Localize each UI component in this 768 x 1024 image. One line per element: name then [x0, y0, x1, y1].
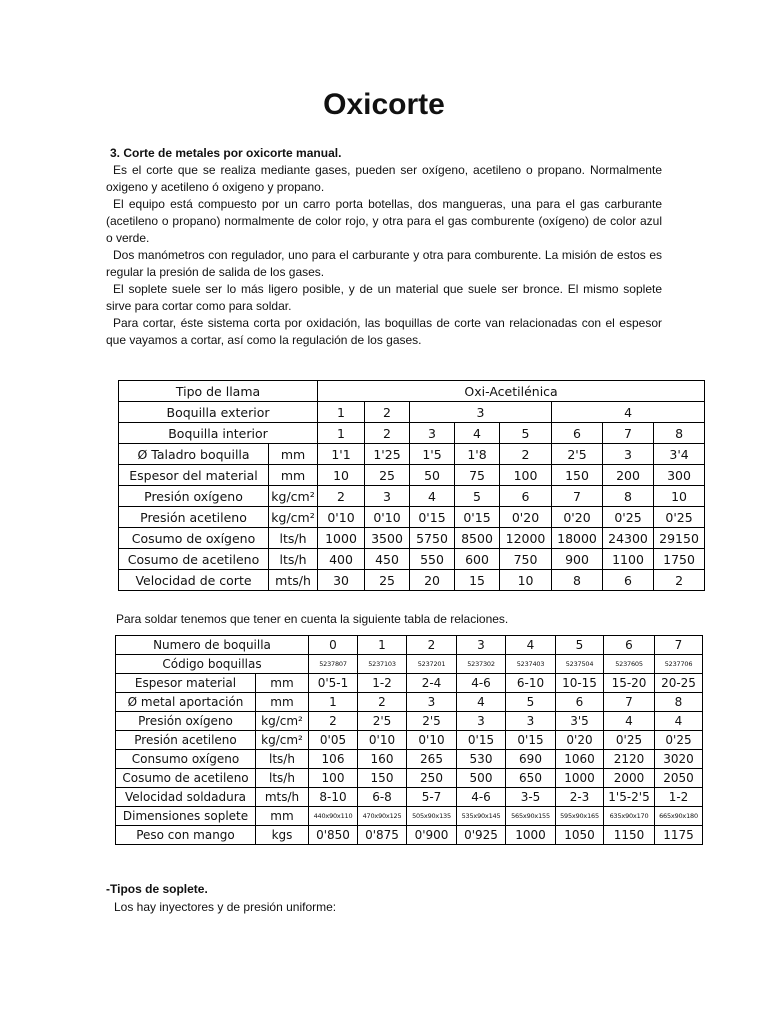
table-unit-cell: mm: [269, 465, 318, 486]
table-cell: 3020: [655, 750, 703, 769]
table-cell: 1150: [604, 826, 655, 845]
table-unit-cell: lts/h: [269, 549, 318, 570]
table-cell: 1100: [603, 549, 654, 570]
table-row-label: Dimensiones soplete: [116, 807, 256, 826]
table-cell: 0'15: [410, 507, 455, 528]
table-row: [119, 570, 705, 591]
table-cell: 2'5: [358, 712, 407, 731]
table-cell: 2: [365, 423, 410, 444]
table-cell: 100: [309, 769, 358, 788]
table-cell: 2: [309, 712, 358, 731]
table-row-label: Ø Taladro boquilla: [119, 444, 269, 465]
table-cell: 550: [410, 549, 455, 570]
table-cell: 20: [410, 570, 455, 591]
table-row-label: Código boquillas: [116, 655, 309, 674]
table-cell: 0'10: [318, 507, 365, 528]
table-cell: 0'10: [365, 507, 410, 528]
table-cell: 200: [603, 465, 654, 486]
table-row-label: Presión oxígeno: [119, 486, 269, 507]
table-cell: 1060: [556, 750, 604, 769]
table-cell: 6: [500, 486, 552, 507]
table-row-label: Cosumo de oxígeno: [119, 528, 269, 549]
table-row-label: Ø metal aportación: [116, 693, 256, 712]
table-cell: 0'25: [654, 507, 705, 528]
table-cell: 8: [654, 423, 705, 444]
table-cell: 4: [604, 712, 655, 731]
table-cell: 530: [457, 750, 506, 769]
table-cell: 6-10: [506, 674, 556, 693]
table-cell: 4-6: [457, 674, 506, 693]
table-unit-cell: kgs: [256, 826, 309, 845]
table-row: [116, 788, 703, 807]
table-cell: 0'875: [358, 826, 407, 845]
table-cell: 2: [365, 402, 410, 423]
table-cell: 0: [309, 636, 358, 655]
table-cell: 900: [552, 549, 603, 570]
table-cell: 5237103: [358, 655, 407, 674]
paragraph: El equipo está compuesto por un carro porta botellas, dos mangueras, una para el gas carburante (acetileno o propano) normalmente de color rojo, y otra para el gas comburente (oxígeno) de color azul o verde.: [106, 197, 662, 245]
table-cell: 2: [500, 444, 552, 465]
table-cell: 470x90x125: [358, 807, 407, 826]
table-cell: 15-20: [604, 674, 655, 693]
table-cell: 4: [552, 402, 705, 423]
table-row: [116, 807, 703, 826]
table-unit-cell: lts/h: [256, 750, 309, 769]
table-unit-cell: kg/cm²: [256, 712, 309, 731]
table-cell: 4: [506, 636, 556, 655]
table-cell: 2'5: [552, 444, 603, 465]
table-row-label: Velocidad de corte: [119, 570, 269, 591]
table-cell: 8: [655, 693, 703, 712]
table-unit-cell: kg/cm²: [269, 486, 318, 507]
table-cell: 0'25: [655, 731, 703, 750]
table-cell: 0'05: [309, 731, 358, 750]
table-cell: 0'925: [457, 826, 506, 845]
table-unit-cell: mts/h: [256, 788, 309, 807]
table-cell: 3: [410, 423, 455, 444]
paragraph: Es el corte que se realiza mediante gases, pueden ser oxígeno, acetileno o propano. Normalmente oxigeno y acetileno ó oxigeno y propano.: [106, 163, 662, 194]
table-cell: 5: [500, 423, 552, 444]
table-cell: 24300: [603, 528, 654, 549]
table-cell: 2120: [604, 750, 655, 769]
table-row-label: Peso con mango: [116, 826, 256, 845]
table-row-label: Cosumo de acetileno: [116, 769, 256, 788]
table-row: [119, 507, 705, 528]
cutting-nozzle-table: [118, 380, 705, 591]
table-cell: 7: [603, 423, 654, 444]
table-unit-cell: kg/cm²: [269, 507, 318, 528]
table-cell: 1'8: [455, 444, 500, 465]
table-cell: 0'20: [500, 507, 552, 528]
table-row-label: Espesor material: [116, 674, 256, 693]
table-cell: 665x90x180: [655, 807, 703, 826]
table-cell: 600: [455, 549, 500, 570]
table-cell: 0'10: [407, 731, 457, 750]
table-cell: 100: [500, 465, 552, 486]
table-cell: 4: [455, 423, 500, 444]
table-cell: 595x90x165: [556, 807, 604, 826]
paragraph: Dos manómetros con regulador, uno para el carburante y otra para comburente. La misión de estos es regular la presión de salida de los gases.: [106, 248, 662, 279]
table-cell: 440x90x110: [309, 807, 358, 826]
table-cell: 5237201: [407, 655, 457, 674]
table-cell: 2: [654, 570, 705, 591]
table-cell: 4-6: [457, 788, 506, 807]
table-cell: 3'4: [654, 444, 705, 465]
page-title: Oxicorte: [323, 88, 445, 121]
table-cell: 6: [604, 636, 655, 655]
table-cell: 3500: [365, 528, 410, 549]
section-heading: 3. Corte de metales por oxicorte manual.: [110, 146, 342, 160]
table-row-label: Presión acetileno: [119, 507, 269, 528]
table-row: [116, 655, 703, 674]
table-cell: 0'10: [358, 731, 407, 750]
table-cell: 3: [457, 636, 506, 655]
table-cell: 2: [318, 486, 365, 507]
table-cell: 20-25: [655, 674, 703, 693]
table-cell: 0'15: [506, 731, 556, 750]
table-row-label: Boquilla exterior: [119, 402, 318, 423]
table-cell: 0'15: [457, 731, 506, 750]
table-cell: 3-5: [506, 788, 556, 807]
table-cell: 6-8: [358, 788, 407, 807]
table-cell: 2: [407, 636, 457, 655]
table-cell: 160: [358, 750, 407, 769]
table-cell: 2'5: [407, 712, 457, 731]
table-cell: 750: [500, 549, 552, 570]
paragraph: Para cortar, éste sistema corta por oxidación, las boquillas de corte van relacionadas con el espesor que vayamos a cortar, así como la regulación de los gases.: [106, 316, 662, 347]
table-cell: 29150: [654, 528, 705, 549]
table-cell: 1: [318, 402, 365, 423]
table-cell: 2000: [604, 769, 655, 788]
table-cell: 10: [500, 570, 552, 591]
table-header-row: [116, 636, 703, 655]
subsection-heading: -Tipos de soplete.: [106, 882, 208, 896]
table-unit-cell: mm: [269, 444, 318, 465]
table-row: [116, 731, 703, 750]
table-cell: 5237605: [604, 655, 655, 674]
table-cell: 15: [455, 570, 500, 591]
table-cell: 8-10: [309, 788, 358, 807]
table-cell: 1'1: [318, 444, 365, 465]
table-cell: 1'5-2'5: [604, 788, 655, 807]
table-cell: 3'5: [556, 712, 604, 731]
table-row-label: Presión acetileno: [116, 731, 256, 750]
table-row: [119, 486, 705, 507]
table-cell: 3: [407, 693, 457, 712]
table-cell: 250: [407, 769, 457, 788]
table-cell: 1750: [654, 549, 705, 570]
table-row: [116, 769, 703, 788]
table-cell: 150: [552, 465, 603, 486]
table-cell: 5-7: [407, 788, 457, 807]
table-row-label: Presión oxígeno: [116, 712, 256, 731]
table-row-label: Tipo de llama: [119, 381, 318, 402]
table-cell: 505x90x135: [407, 807, 457, 826]
table-cell: 0'850: [309, 826, 358, 845]
table-note: Para soldar tenemos que tener en cuenta la siguiente tabla de relaciones.: [116, 612, 509, 626]
table-cell: 1-2: [655, 788, 703, 807]
table-cell: 1: [318, 423, 365, 444]
table-cell: 30: [318, 570, 365, 591]
table-cell: 3: [410, 402, 552, 423]
table-row: [119, 444, 705, 465]
table-unit-cell: lts/h: [256, 769, 309, 788]
table-cell: 0'20: [556, 731, 604, 750]
table-cell: 5237706: [655, 655, 703, 674]
table-cell: 1175: [655, 826, 703, 845]
table-cell: 18000: [552, 528, 603, 549]
table-cell: 10: [318, 465, 365, 486]
table-cell: 25: [365, 465, 410, 486]
table-row: [119, 465, 705, 486]
table-cell: 6: [556, 693, 604, 712]
table-cell: 7: [552, 486, 603, 507]
table-cell: 5237403: [506, 655, 556, 674]
table-cell: 4: [655, 712, 703, 731]
table-cell: 1000: [318, 528, 365, 549]
table-cell: 1000: [556, 769, 604, 788]
table-cell: 535x90x145: [457, 807, 506, 826]
table-cell: 3: [457, 712, 506, 731]
table-cell: 450: [365, 549, 410, 570]
table-cell: 5237807: [309, 655, 358, 674]
table-unit-cell: mm: [256, 674, 309, 693]
table-cell: 5: [556, 636, 604, 655]
table-unit-cell: lts/h: [269, 528, 318, 549]
table-cell: 1-2: [358, 674, 407, 693]
table-cell: 0'5-1: [309, 674, 358, 693]
table-cell: 6: [552, 423, 603, 444]
table-unit-cell: mm: [256, 807, 309, 826]
table-cell: 2-3: [556, 788, 604, 807]
table-cell: 0'900: [407, 826, 457, 845]
table-cell: Oxi-Acetilénica: [318, 381, 705, 402]
table-cell: 1: [309, 693, 358, 712]
table-cell: 650: [506, 769, 556, 788]
table-cell: 300: [654, 465, 705, 486]
table-cell: 50: [410, 465, 455, 486]
table-row: [119, 549, 705, 570]
table-unit-cell: mts/h: [269, 570, 318, 591]
table-row: [116, 712, 703, 731]
table-cell: 25: [365, 570, 410, 591]
table-row-label: Numero de boquilla: [116, 636, 309, 655]
table-cell: 1: [358, 636, 407, 655]
table-cell: 1'25: [365, 444, 410, 465]
paragraph: El soplete suele ser lo más ligero posible, y de un material que suele ser bronce. El mismo soplete sirve para cortar como para soldar.: [106, 282, 662, 313]
table-row: [119, 402, 705, 423]
table-cell: 400: [318, 549, 365, 570]
table-cell: 5: [455, 486, 500, 507]
table-cell: 565x90x155: [506, 807, 556, 826]
table-cell: 12000: [500, 528, 552, 549]
table-cell: 8500: [455, 528, 500, 549]
table-cell: 8: [552, 570, 603, 591]
welding-nozzle-table: [115, 635, 703, 845]
table-cell: 10: [654, 486, 705, 507]
table-cell: 635x90x170: [604, 807, 655, 826]
table-cell: 1050: [556, 826, 604, 845]
table-cell: 1000: [506, 826, 556, 845]
table-row-label: Cosumo de acetileno: [119, 549, 269, 570]
table-cell: 150: [358, 769, 407, 788]
table-cell: 265: [407, 750, 457, 769]
table-cell: 0'25: [604, 731, 655, 750]
table-cell: 6: [603, 570, 654, 591]
table-row: [116, 826, 703, 845]
table-row: [119, 381, 705, 402]
table-cell: 1'5: [410, 444, 455, 465]
table-cell: 0'25: [603, 507, 654, 528]
body-text: [106, 162, 662, 349]
table-row: [119, 423, 705, 444]
table-cell: 5237302: [457, 655, 506, 674]
table-cell: 75: [455, 465, 500, 486]
table-cell: 5: [506, 693, 556, 712]
subsection-text: Los hay inyectores y de presión uniforme:: [114, 900, 337, 914]
table-cell: 2: [358, 693, 407, 712]
table-cell: 8: [603, 486, 654, 507]
table-cell: 0'20: [552, 507, 603, 528]
table-cell: 7: [655, 636, 703, 655]
table-row: [116, 674, 703, 693]
table-cell: 3: [365, 486, 410, 507]
table-unit-cell: kg/cm²: [256, 731, 309, 750]
table-row-label: Consumo oxígeno: [116, 750, 256, 769]
table-cell: 690: [506, 750, 556, 769]
table-cell: 10-15: [556, 674, 604, 693]
table-cell: 5750: [410, 528, 455, 549]
table-unit-cell: mm: [256, 693, 309, 712]
table-cell: 0'15: [455, 507, 500, 528]
table-row-label: Boquilla interior: [119, 423, 318, 444]
table-cell: 4: [457, 693, 506, 712]
table-cell: 3: [506, 712, 556, 731]
table-cell: 2-4: [407, 674, 457, 693]
table-row-label: Espesor del material: [119, 465, 269, 486]
table-cell: 106: [309, 750, 358, 769]
table-row: [116, 693, 703, 712]
table-row-label: Velocidad soldadura: [116, 788, 256, 807]
table-cell: 3: [603, 444, 654, 465]
table-cell: 4: [410, 486, 455, 507]
table-cell: 2050: [655, 769, 703, 788]
table-row: [116, 750, 703, 769]
table-row: [119, 528, 705, 549]
table-cell: 5237504: [556, 655, 604, 674]
table-cell: 500: [457, 769, 506, 788]
table-cell: 7: [604, 693, 655, 712]
